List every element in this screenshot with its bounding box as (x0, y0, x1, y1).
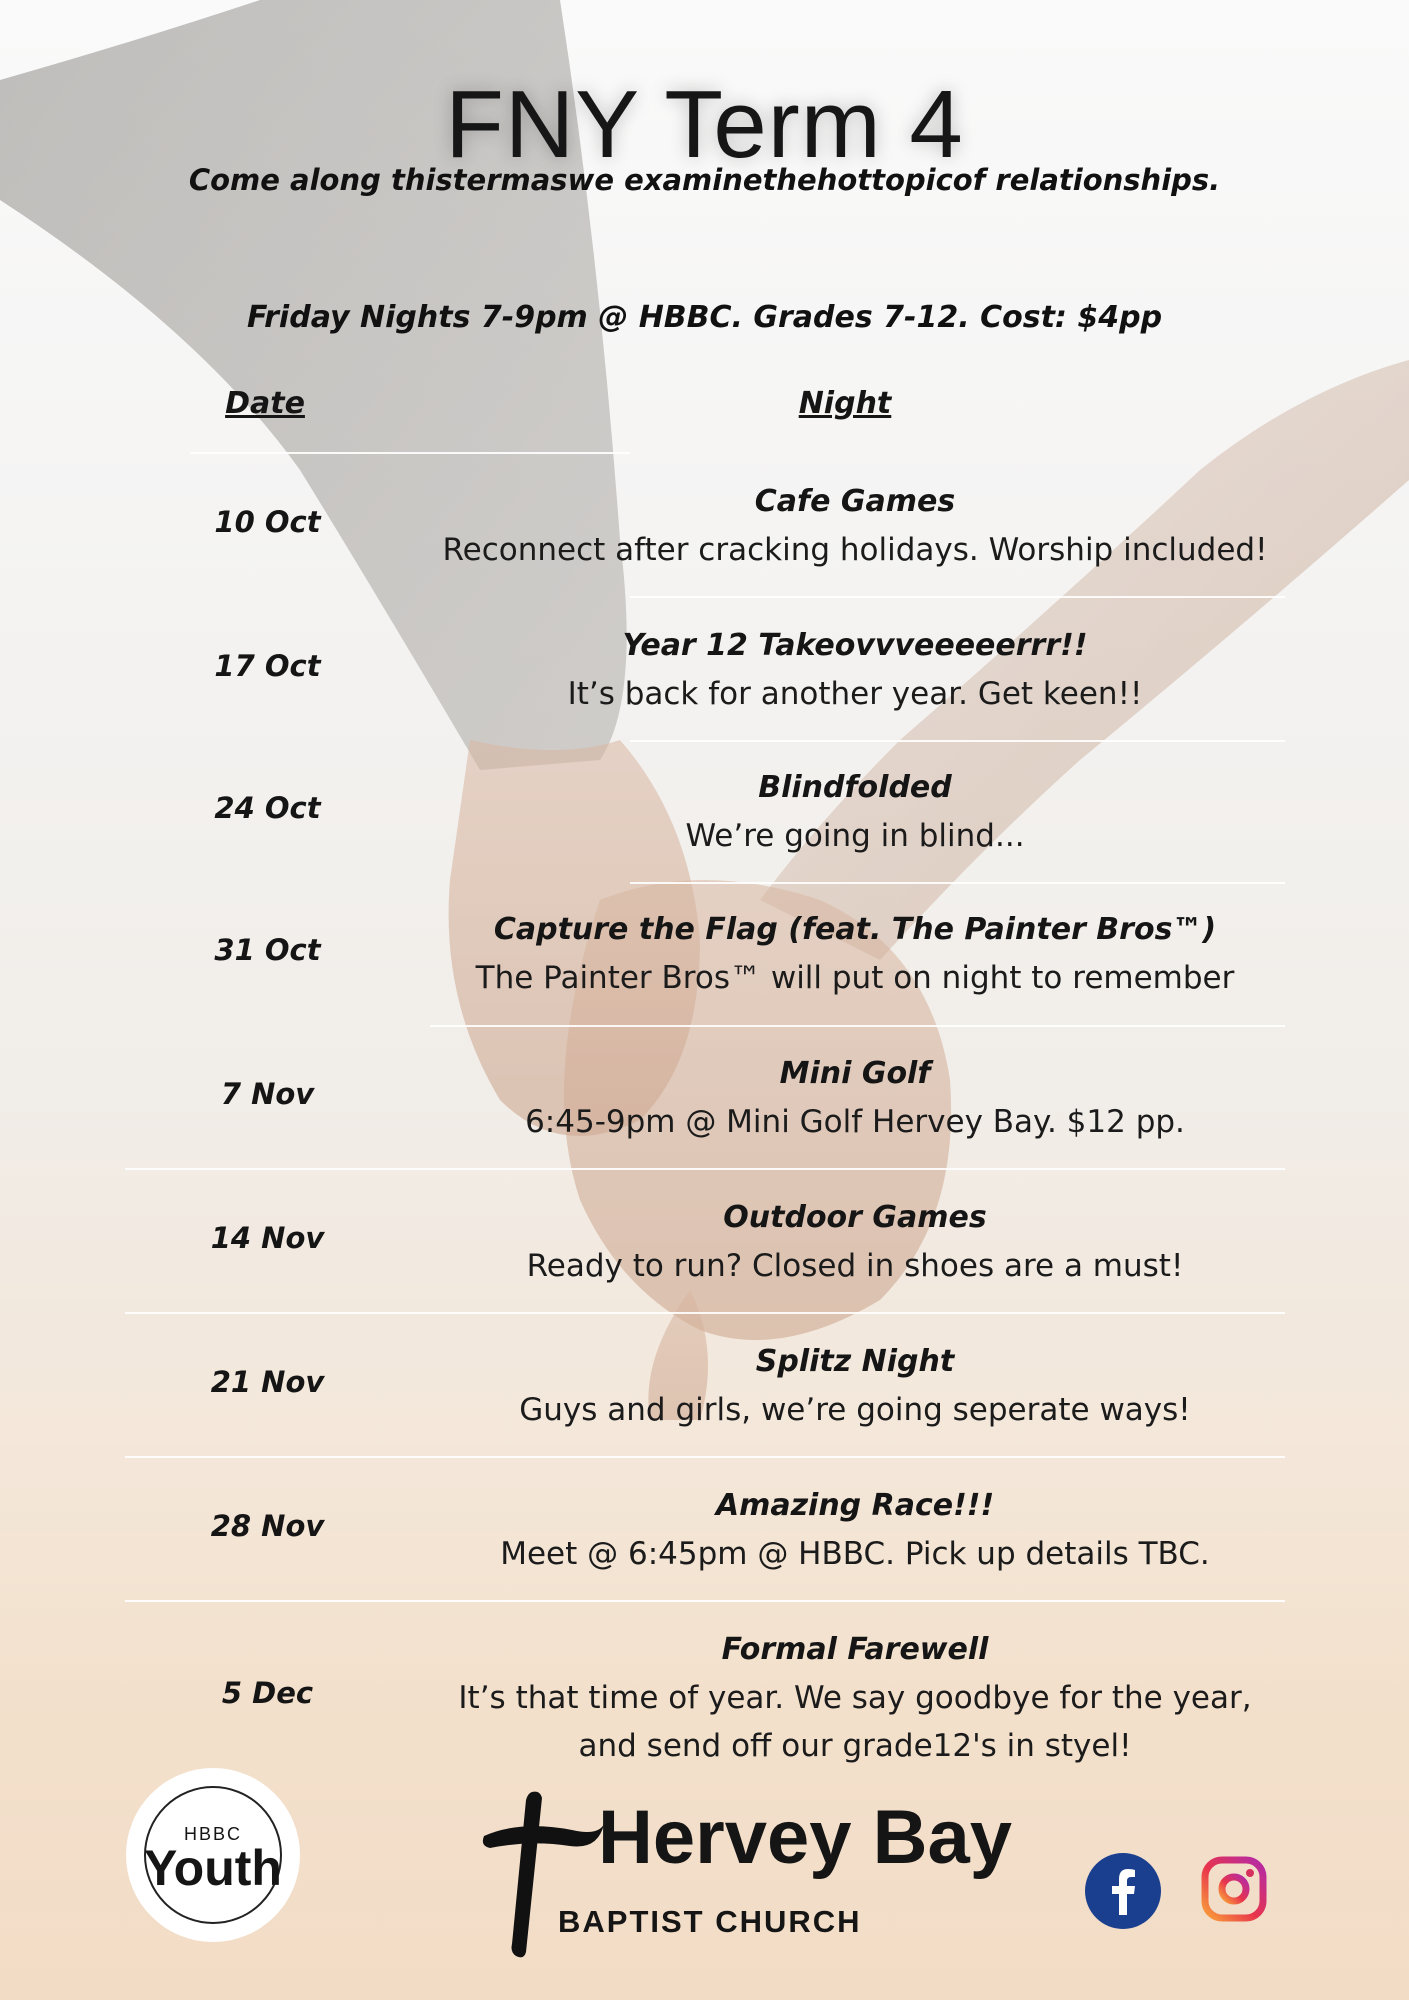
schedule-date: 5 Dec (221, 1676, 314, 1710)
night-column-header: Night (798, 386, 892, 421)
church-subtitle: BAPTIST CHURCH (558, 1904, 862, 1939)
date-column-header: Date (225, 386, 305, 421)
youth-logo-big-text: Youth (144, 1840, 282, 1896)
schedule-night (420, 478, 1290, 574)
night-description: Meet @ 6:45pm @ HBBC. Pick up details TBC. (500, 1536, 1210, 1572)
poster-subtitle: Come along thistermaswe examinethehottopicof relationships. (188, 163, 1221, 197)
schedule-night (420, 1482, 1290, 1578)
schedule-date: 28 Nov (210, 1509, 325, 1543)
schedule-date: 17 Oct (214, 649, 321, 683)
night-description: and send off our grade12's in styel! (578, 1728, 1132, 1764)
row-divider (630, 596, 1285, 598)
night-title: Mini Golf (779, 1056, 931, 1091)
schedule-night (420, 1626, 1290, 1770)
schedule-night (420, 1194, 1290, 1290)
schedule-night (420, 1338, 1290, 1434)
night-description: Guys and girls, we’re going seperate ways! (519, 1392, 1191, 1428)
schedule-night (420, 906, 1290, 1002)
row-divider (630, 740, 1285, 742)
night-description: It’s back for another year. Get keen!! (567, 676, 1143, 712)
schedule-date: 10 Oct (214, 505, 321, 539)
night-description: Reconnect after cracking holidays. Worship included! (442, 532, 1268, 568)
night-title: Formal Farewell (721, 1632, 989, 1667)
youth-logo-small-text: HBBC (183, 1824, 242, 1844)
night-title: Blindfolded (758, 770, 952, 805)
schedule-date: 24 Oct (214, 791, 321, 825)
night-description: Ready to run? Closed in shoes are a must! (526, 1248, 1184, 1284)
night-title: Cafe Games (754, 484, 956, 519)
night-title: Year 12 Takeovvveeeeerrr!! (622, 628, 1088, 663)
schedule-date: 21 Nov (210, 1365, 325, 1399)
schedule-date: 7 Nov (220, 1077, 315, 1111)
poster-title: FNY Term 4 (445, 71, 964, 178)
event-info: Friday Nights 7-9pm @ HBBC. Grades 7-12. Cost: $4pp (246, 300, 1163, 335)
night-description: 6:45-9pm @ Mini Golf Hervey Bay. $12 pp. (525, 1104, 1185, 1140)
church-name: Hervey Bay (598, 1795, 1013, 1880)
row-divider (125, 1168, 1285, 1170)
instagram-icon[interactable] (1200, 1855, 1268, 1923)
schedule-night (420, 764, 1290, 860)
row-divider (630, 882, 1285, 884)
night-title: Amazing Race!!! (715, 1488, 995, 1523)
schedule-night (420, 622, 1290, 718)
night-description: We’re going in blind... (685, 818, 1025, 854)
schedule-date: 31 Oct (214, 933, 321, 967)
row-divider (125, 1312, 1285, 1314)
night-title: Splitz Night (755, 1344, 955, 1379)
row-divider (125, 1456, 1285, 1458)
row-divider (125, 1600, 1285, 1602)
row-divider (430, 1025, 1285, 1027)
hervey-bay-baptist-church-logo (480, 1790, 1013, 1960)
night-title: Outdoor Games (723, 1200, 987, 1235)
row-divider (190, 452, 630, 454)
schedule-night (420, 1050, 1290, 1146)
night-title: Capture the Flag (feat. The Painter Bros™) (493, 912, 1217, 947)
night-description: The Painter Bros™ will put on night to remember (475, 960, 1235, 996)
schedule-date: 14 Nov (210, 1221, 325, 1255)
night-description: It’s that time of year. We say goodbye for the year, (458, 1680, 1252, 1716)
hbbc-youth-logo (126, 1768, 300, 1942)
facebook-icon[interactable] (1085, 1853, 1161, 1929)
